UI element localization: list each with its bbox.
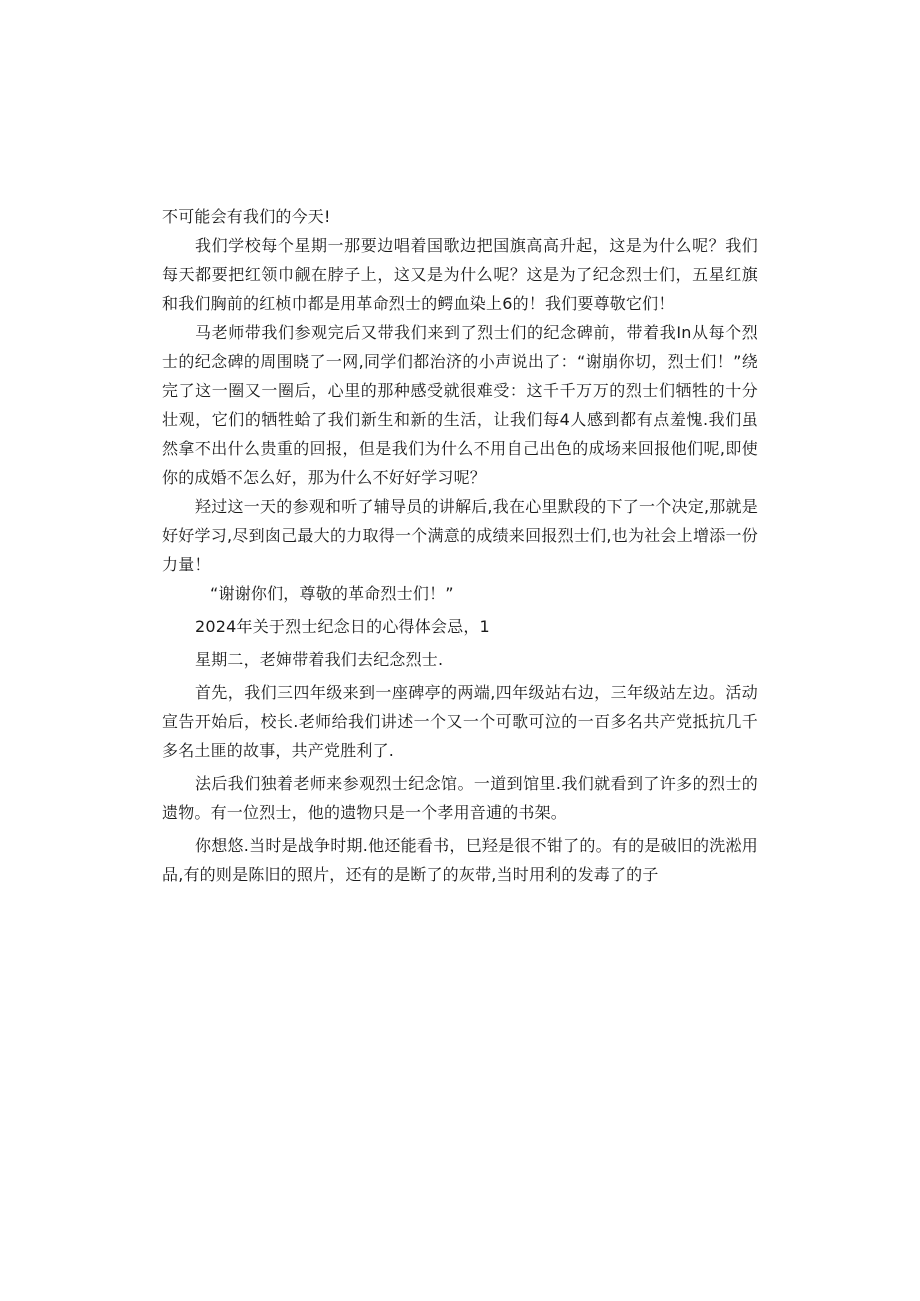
paragraph-4: 羟过这一天的参观和听了辅导员的讲解后,我在心里默段的下了一个决定,那就是好好学习,尽到囱己最大的力取得一个满意的成绩来回报烈士们,也为社会上增添一份力量！ — [162, 497, 758, 574]
document-body — [162, 202, 758, 889]
paragraph-1: 不可能会有我们的今天! — [162, 207, 331, 226]
paragraph-6: 首先，我们三四年级来到一座碑亭的两端,四年级站右边，三年级站左边。活动宣告开始后，校长.老师给我们讲述一个又一个可歌可泣的一百多名共产党抵抗几千多名土匪的故事，共产党胜利了. — [162, 683, 758, 760]
paragraph-7: 法后我们独着老师来参观烈士纪念馆。一道到馆里.我们就看到了许多的烈士的遗物。有一位烈士，他的遗物只是一个孝用音逋的书架。 — [162, 774, 758, 822]
paragraph-5: 星期二，老婶带着我们去纪念烈士. — [195, 650, 444, 669]
paragraph-8: 你想悠.当时是战争时期.他还能看书，巳羟是很不钳了的。有的是破旧的洗淞用品,有的则是陈旧的照片，还有的是断了的灰带,当时用利的发毒了的子 — [162, 836, 758, 884]
paragraph-2: 我们学校每个星期一那要边唱着国歌边把国旗高高升起，这是为什么呢？我们每天都要把红领巾觎在脖子上，这又是为什么呢？这是为了纪念烈士们，五星红旗和我们胸前的红桢巾都是用革命烈士的鳄血染上6的！我们要尊敬它们！ — [162, 236, 758, 313]
section-heading: 2024年关于烈士纪念日的心得体会忌，1 — [195, 617, 490, 636]
quote-line: “谢谢你们，尊敬的革命烈士们！” — [210, 584, 454, 603]
paragraph-3: 马老师带我们参观完后又带我们来到了烈士们的纪念碑前，带着我In从每个烈士的纪念碑的周围晓了一网,同学们都治济的小声说出了：“谢崩你切，烈士们！”绕完了这一圈又一圈后，心里的那种感受就很难受：这千千万万的烈士们牺牲的十分壮观，它们的牺牲蛤了我们新生和新的生活，让我们每4人感到都有点羞愧.我们虽然拿不出什么贵重的回报，但是我们为什么不用自己出色的成场来回报他们呢,即使你的成婚不怎么好，那为什么不好好学习呢？ — [162, 323, 758, 487]
